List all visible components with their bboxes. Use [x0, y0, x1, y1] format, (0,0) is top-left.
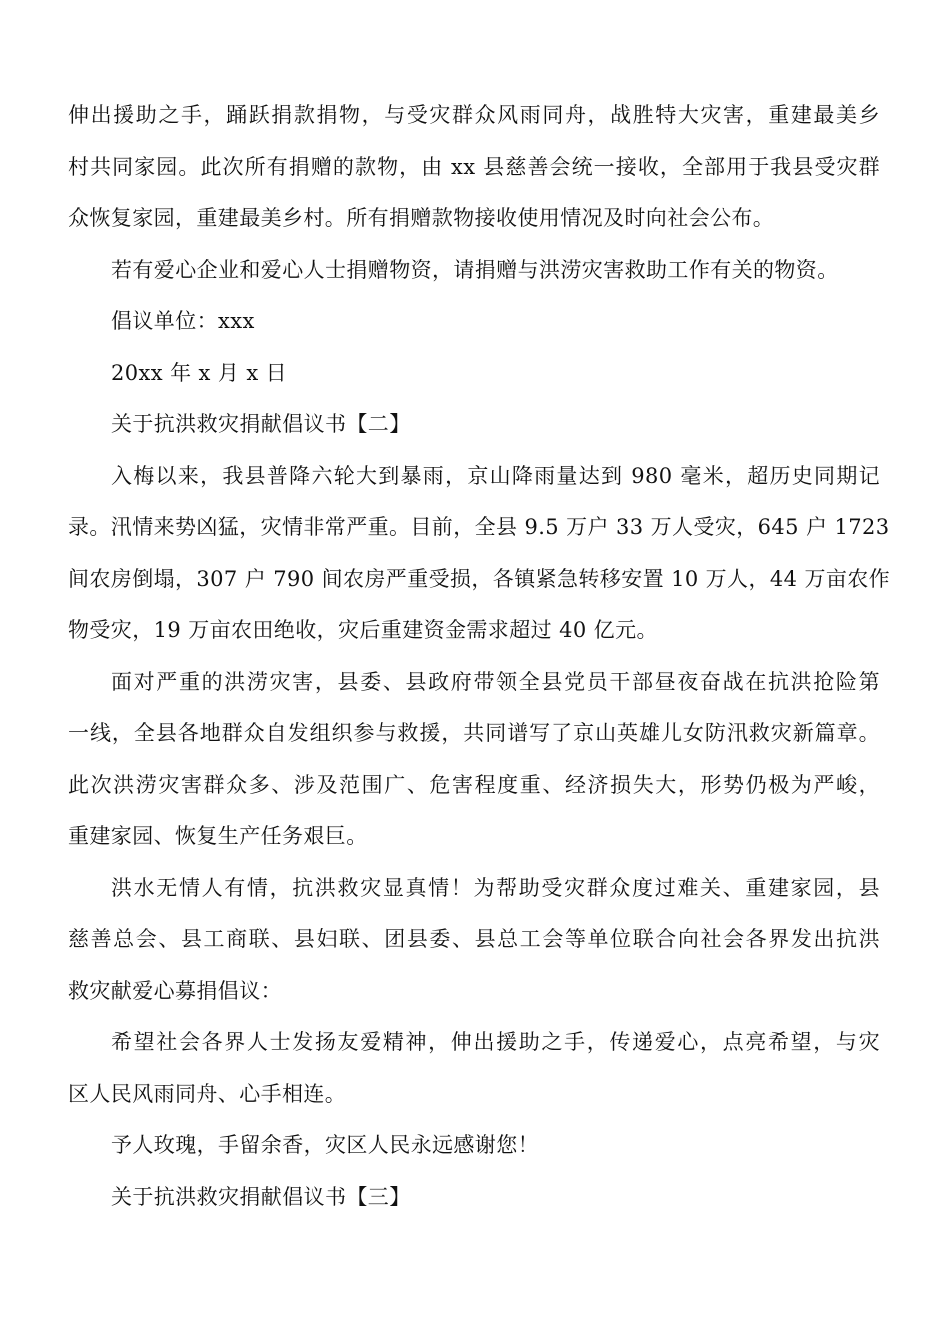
paragraph-flood-response	[68, 657, 880, 863]
text-line: 录。汛情来势凶猛，灾情非常严重。目前，全县 9.5 万户 33 万人受灾，645 户 1723	[68, 515, 890, 539]
text-line: 若有爱心企业和爱心人士捐赠物资，请捐赠与洪涝灾害救助工作有关的物资。	[111, 257, 839, 282]
text-line: 予人玫瑰，手留余香，灾区人民永远感谢您！	[111, 1133, 539, 1157]
text-line: 救灾献爱心募捐倡议：	[68, 978, 282, 1003]
section-heading-2	[68, 399, 880, 451]
text-line: 关于抗洪救灾捐献倡议书【三】	[111, 1184, 411, 1209]
text-line: 慈善总会、县工商联、县妇联、团县委、县总工会等单位联合向社会各界发出抗洪	[68, 927, 880, 951]
paragraph-thanks	[68, 1120, 880, 1172]
text-line: 间农房倒塌，307 户 790 间农房严重受损，各镇紧急转移安置 10 万人，44 万亩农作	[68, 566, 891, 591]
paragraph-rainfall-damage	[68, 451, 891, 657]
initiator-line	[68, 296, 880, 348]
section-heading-3	[68, 1172, 880, 1224]
paragraph-hope	[68, 1017, 880, 1120]
text-line: 20xx 年 x 月 x 日	[111, 360, 288, 385]
text-line: 众恢复家园，重建最美乡村。所有捐赠款物接收使用情况及时向社会公布。	[68, 206, 775, 230]
text-line: 重建家园、恢复生产任务艰巨。	[68, 824, 368, 848]
text-line: 一线，全县各地群众自发组织参与救援，共同谱写了京山英雄儿女防汛救灾新篇章。	[68, 721, 880, 745]
text-line: 希望社会各界人士发扬友爱精神，伸出援助之手，传递爱心，点亮希望，与灾	[111, 1030, 880, 1054]
text-line: 物受灾，19 万亩农田绝收，灾后重建资金需求超过 40 亿元。	[68, 618, 658, 642]
text-line: 洪水无情人有情，抗洪救灾显真情！为帮助受灾群众度过难关、重建家园，县	[111, 875, 880, 900]
date-line	[68, 348, 880, 400]
text-line: 倡议单位：xxx	[111, 309, 255, 333]
text-line: 区人民风雨同舟、心手相连。	[68, 1081, 347, 1106]
text-line: 入梅以来，我县普降六轮大到暴雨，京山降雨量达到 980 毫米，超历史同期记	[111, 463, 880, 488]
text-line: 伸出援助之手，踊跃捐款捐物，与受灾群众风雨同舟，战胜特大灾害，重建最美乡	[68, 103, 880, 127]
document-body	[68, 90, 891, 1223]
text-line: 村共同家园。此次所有捐赠的款物，由 xx 县慈善会统一接收，全部用于我县受灾群	[68, 154, 880, 179]
text-line: 此次洪涝灾害群众多、涉及范围广、危害程度重、经济损失大，形势仍极为严峻，	[68, 772, 880, 797]
text-line: 关于抗洪救灾捐献倡议书【二】	[111, 412, 411, 436]
paragraph-material-donation	[68, 245, 880, 297]
paragraph-donation-continuation	[68, 90, 880, 245]
text-line: 面对严重的洪涝灾害，县委、县政府带领全县党员干部昼夜奋战在抗洪抢险第	[111, 669, 880, 694]
paragraph-initiative	[68, 863, 880, 1018]
